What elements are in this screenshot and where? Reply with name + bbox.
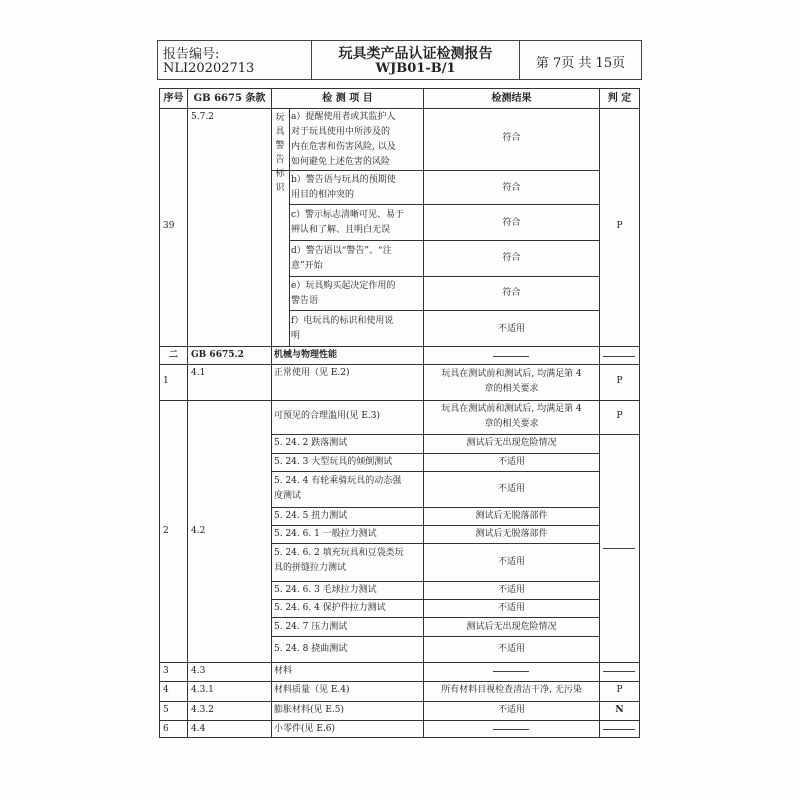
verdict: N <box>615 705 624 715</box>
column-header-item: 检 测 项 目 <box>322 93 373 104</box>
test-item: 5. 24. 8 挠曲测试 <box>274 644 348 654</box>
test-item: 5. 24. 7 压力测试 <box>274 622 348 632</box>
test-item: 5. 24. 6. 2 填充玩具和豆袋类玩 具的拼缝拉力测试 <box>274 548 404 573</box>
dash-placeholder <box>603 671 635 672</box>
row-divider <box>160 346 639 347</box>
row-divider <box>289 240 599 241</box>
test-item: 膨胀材料(见 E.5) <box>274 705 345 715</box>
dash-placeholder <box>603 548 635 549</box>
test-item: 5. 24. 6. 4 保护件拉力测试 <box>274 603 386 613</box>
dash-placeholder <box>493 729 529 730</box>
verdict: P <box>616 221 623 231</box>
test-item: 5. 24. 6. 3 毛球拉力测试 <box>274 585 377 595</box>
test-result: 符合 <box>502 218 521 228</box>
row-divider <box>160 720 639 721</box>
form-code: WJB01-B/1 <box>375 61 456 76</box>
test-results-table <box>159 88 640 738</box>
test-result: 符合 <box>502 288 521 298</box>
row-number: 4 <box>163 685 169 695</box>
test-item: 材料 <box>274 666 293 676</box>
test-result: 不适用 <box>497 484 525 494</box>
row-divider <box>271 434 639 435</box>
row-divider <box>271 453 599 454</box>
column-divider <box>289 108 290 346</box>
test-item: d）警告语以“警告”、“注 意”开始 <box>291 246 392 271</box>
row-number: 3 <box>163 666 169 676</box>
row-divider <box>160 681 639 682</box>
test-result: 玩具在测试前和测试后, 均满足第 4 章的相关要求 <box>441 404 582 429</box>
report-title-cell <box>312 41 520 79</box>
row-divider <box>271 636 599 637</box>
dash-placeholder <box>493 356 529 357</box>
test-result: 不适用 <box>497 603 525 613</box>
dash-placeholder <box>603 356 635 357</box>
test-result: 不适用 <box>497 557 525 567</box>
row-divider <box>271 581 599 582</box>
test-result: 不适用 <box>497 644 525 654</box>
row-divider <box>160 662 639 663</box>
clause-number: 4.3.1 <box>191 685 214 695</box>
test-item: e）玩具购买起决定作用的 警告语 <box>291 281 396 306</box>
test-item: 正常使用（见 E.2) <box>274 368 350 378</box>
column-header-verdict: 判 定 <box>607 93 632 104</box>
report-title: 玩具类产品认证检测报告 <box>338 46 493 62</box>
test-result: 测试后无出现危险情况 <box>466 622 557 632</box>
test-item: 可预见的合理滥用(见 E.3) <box>274 411 381 421</box>
report-header <box>157 40 642 80</box>
row-number: 39 <box>163 221 175 231</box>
test-result: 不适用 <box>497 324 525 334</box>
test-item: f）电玩具的标识和使用说 明 <box>291 316 394 341</box>
test-result: 不适用 <box>497 457 525 467</box>
page-info-cell <box>520 41 641 79</box>
test-item: 5. 24. 5 扭力测试 <box>274 511 348 521</box>
clause-number: 4.3.2 <box>191 705 214 715</box>
clause-number: 4.3 <box>191 666 206 676</box>
row-divider <box>271 599 599 600</box>
warning-label-side-title: 玩 具 警 告 标 识 <box>275 113 285 193</box>
row-divider <box>160 364 639 365</box>
row-divider <box>271 543 599 544</box>
test-result: 符合 <box>502 253 521 263</box>
test-result: 符合 <box>502 133 521 143</box>
test-result: 测试后无脱落部件 <box>475 511 548 521</box>
row-divider <box>289 204 599 205</box>
dash-placeholder <box>493 671 529 672</box>
row-number: 6 <box>163 724 169 734</box>
row-divider <box>289 276 599 277</box>
column-header-result: 检测结果 <box>491 93 532 104</box>
verdict: P <box>616 411 623 421</box>
verdict: P <box>616 685 623 695</box>
row-divider <box>271 170 599 171</box>
test-result: 不适用 <box>497 705 525 715</box>
row-number: 1 <box>163 376 169 386</box>
row-divider <box>160 108 639 109</box>
page-info: 第 7页 共 15页 <box>535 56 626 71</box>
test-result: 测试后无出现危险情况 <box>466 438 557 448</box>
dash-placeholder <box>603 729 635 730</box>
row-divider <box>160 701 639 702</box>
report-number-label: 报告编号: <box>163 47 220 62</box>
row-divider <box>271 507 599 508</box>
test-result: 符合 <box>502 183 521 193</box>
column-header-clause: GB 6675 条款 <box>193 93 266 104</box>
column-header-no: 序号 <box>163 93 184 104</box>
section-number: 二 <box>168 350 178 360</box>
verdict: P <box>616 376 623 386</box>
row-divider <box>289 310 599 311</box>
column-divider <box>187 89 188 737</box>
test-item: 5. 24. 4 有轮乘骑玩具的动态强 度测试 <box>274 476 402 501</box>
test-result: 测试后无脱落部件 <box>475 529 548 539</box>
section-title: 机械与物理性能 <box>274 350 338 360</box>
row-divider <box>271 471 599 472</box>
test-item: 材料质量（见 E.4) <box>274 685 350 695</box>
test-item: 5. 24. 6. 1 一般拉力测试 <box>274 529 377 539</box>
test-item: 5. 24. 2 跌落测试 <box>274 438 348 448</box>
report-number-cell <box>158 41 312 79</box>
clause-number: 4.1 <box>191 368 206 378</box>
report-number: NLI20202713 <box>163 61 255 76</box>
row-number: 5 <box>163 705 169 715</box>
test-result: 玩具在测试前和测试后, 均满足第 4 章的相关要求 <box>441 369 582 394</box>
row-number: 2 <box>163 526 169 536</box>
section-standard: GB 6675.2 <box>191 350 244 360</box>
test-item: a）提醒使用者或其监护人 对于玩具使用中所涉及的 内在危害和伤害风险, 以及 如何避免上述危害的风险 <box>291 112 396 167</box>
test-item: 小零件(见 E.6) <box>274 724 336 734</box>
test-result: 不适用 <box>497 585 525 595</box>
test-result: 所有材料目视检查清洁干净, 无污染 <box>441 685 582 695</box>
test-item: c）警示标志清晰可见、易于 辨认和了解、且明白无误 <box>291 210 405 235</box>
clause-number: 4.2 <box>191 526 206 536</box>
clause-number: 4.4 <box>191 724 206 734</box>
row-divider <box>271 525 599 526</box>
test-item: 5. 24. 3 大型玩具的倾倒测试 <box>274 457 393 467</box>
row-divider <box>160 400 639 401</box>
row-divider <box>271 617 599 618</box>
test-item: b）警告语与玩具的预期使 用目的相冲突的 <box>291 175 396 200</box>
clause-number: 5.7.2 <box>191 112 214 122</box>
